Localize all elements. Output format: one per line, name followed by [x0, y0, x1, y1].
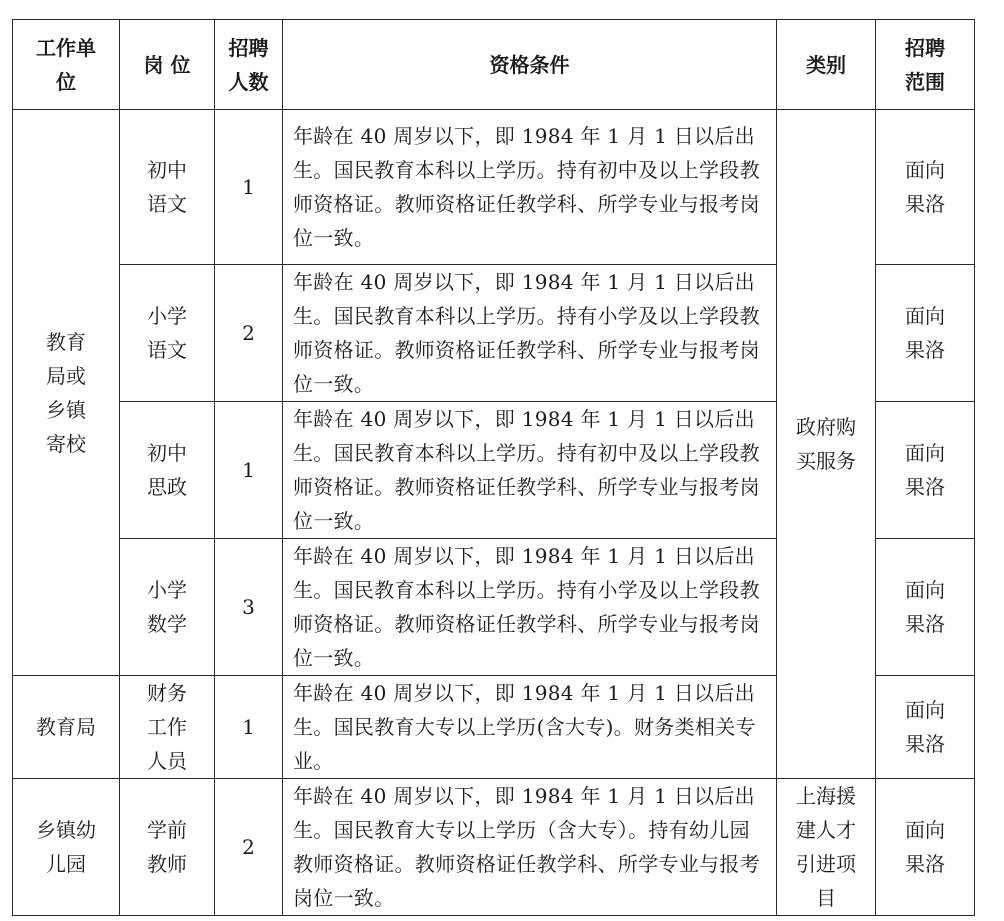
- category-cell: 政府购买服务: [777, 110, 876, 779]
- scope-cell: 面向果洛: [876, 676, 975, 779]
- qualification-cell: 年龄在 40 周岁以下，即 1984 年 1 月 1 日以后出生。国民教育本科以上学历。持有小学及以上学段教师资格证。教师资格证任教学科、所学专业与报考岗位一致。: [283, 539, 777, 676]
- post-cell: 小学语文: [120, 265, 215, 402]
- category-cell: 上海援建人才引进项目: [777, 779, 876, 916]
- scope-cell: 面向果洛: [876, 539, 975, 676]
- header-post: 岗 位: [120, 20, 215, 110]
- header-category: 类别: [777, 20, 876, 110]
- unit-cell: 乡镇幼儿园: [13, 779, 120, 916]
- count-cell: 1: [215, 110, 283, 265]
- unit-cell: 教育局: [13, 676, 120, 779]
- table-row: [13, 779, 975, 916]
- header-count: 招聘人数: [215, 20, 283, 110]
- table-row: [13, 110, 975, 265]
- post-cell: 初中思政: [120, 402, 215, 539]
- qualification-cell: 年龄在 40 周岁以下，即 1984 年 1 月 1 日以后出生。国民教育本科以上学历。持有小学及以上学段教师资格证。教师资格证任教学科、所学专业与报考岗位一致。: [283, 265, 777, 402]
- header-scope: 招聘范围: [876, 20, 975, 110]
- post-cell: 学前教师: [120, 779, 215, 916]
- header-qualification: 资格条件: [283, 20, 777, 110]
- count-cell: 2: [215, 779, 283, 916]
- header-unit: 工作单位: [13, 20, 120, 110]
- count-cell: 1: [215, 402, 283, 539]
- qualification-cell: 年龄在 40 周岁以下，即 1984 年 1 月 1 日以后出生。国民教育本科以上学历。持有初中及以上学段教师资格证。教师资格证任教学科、所学专业与报考岗位一致。: [283, 110, 777, 265]
- scope-cell: 面向果洛: [876, 402, 975, 539]
- count-cell: 2: [215, 265, 283, 402]
- recruitment-table: [12, 19, 975, 916]
- count-cell: 1: [215, 676, 283, 779]
- scope-cell: 面向果洛: [876, 779, 975, 916]
- qualification-cell: 年龄在 40 周岁以下，即 1984 年 1 月 1 日以后出生。国民教育本科以上学历。持有初中及以上学段教师资格证。教师资格证任教学科、所学专业与报考岗位一致。: [283, 402, 777, 539]
- scope-cell: 面向果洛: [876, 265, 975, 402]
- count-cell: 3: [215, 539, 283, 676]
- unit-cell: 教育局或乡镇寄校: [13, 110, 120, 676]
- qualification-cell: 年龄在 40 周岁以下，即 1984 年 1 月 1 日以后出生。国民教育大专以上学历(含大专)。财务类相关专业。: [283, 676, 777, 779]
- post-cell: 初中语文: [120, 110, 215, 265]
- qualification-cell: 年龄在 40 周岁以下，即 1984 年 1 月 1 日以后出生。国民教育大专以上学历（含大专）。持有幼儿园教师资格证。教师资格证任教学科、所学专业与报考岗位一致。: [283, 779, 777, 916]
- post-cell: 小学数学: [120, 539, 215, 676]
- header-row: [13, 20, 975, 110]
- post-cell: 财务工作人员: [120, 676, 215, 779]
- scope-cell: 面向果洛: [876, 110, 975, 265]
